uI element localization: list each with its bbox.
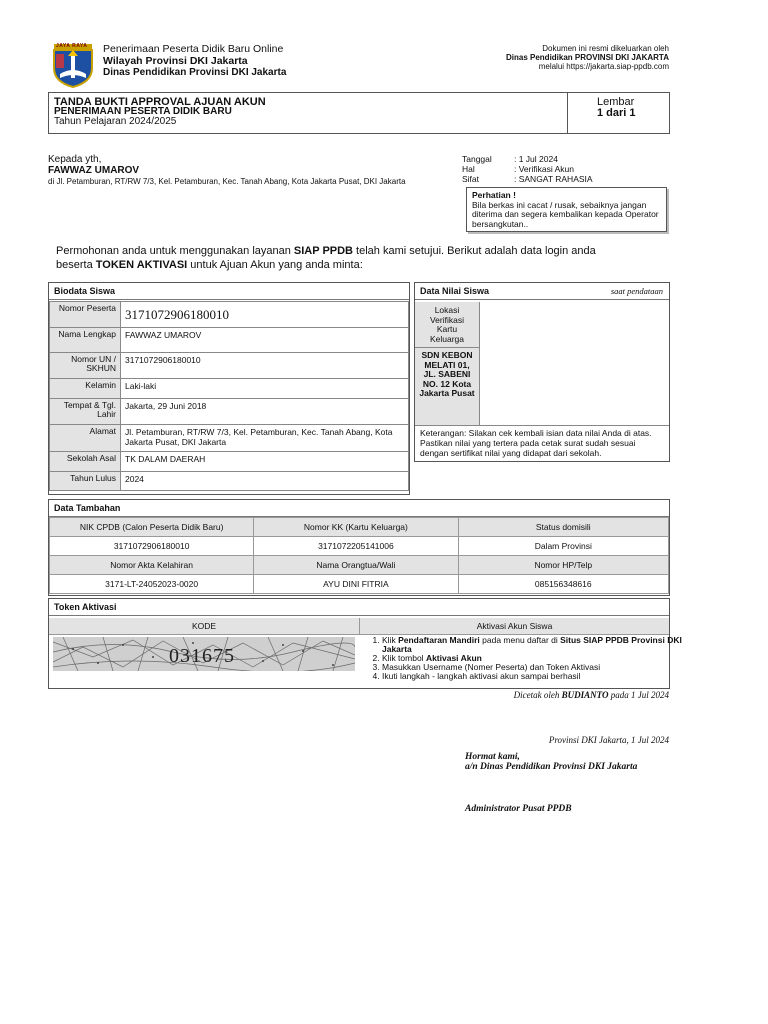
intro-p4: untuk Ajuan Akun yang anda minta: bbox=[187, 259, 363, 271]
col-header: Status domisili bbox=[458, 518, 668, 537]
nilai-cell-sekolah: SDN KEBON MELATI 01, JL. SABENI NO. 12 Kota Jakarta Pusat bbox=[419, 350, 475, 398]
sifat-value: : SANGAT RAHASIA bbox=[514, 174, 593, 184]
bio-label: Nomor Peserta bbox=[50, 302, 121, 328]
nilai-section bbox=[414, 282, 670, 462]
hal-label: Hal bbox=[462, 164, 475, 174]
table-row bbox=[50, 452, 409, 472]
header-line1: Penerimaan Peserta Didik Baru Online bbox=[103, 43, 284, 55]
doc-title: TANDA BUKTI APPROVAL AJUAN AKUN bbox=[54, 96, 266, 108]
recipient-name: FAWWAZ UMAROV bbox=[48, 165, 140, 176]
recipient-address: di Jl. Petamburan, RT/RW 7/3, Kel. Petamburan, Kec. Tanah Abang, Kota Jakarta Pusat, DKI Jakarta bbox=[48, 177, 406, 186]
table-row bbox=[50, 425, 409, 452]
aktivasi-steps bbox=[360, 636, 682, 681]
captcha-code-image bbox=[53, 637, 355, 671]
notice-box bbox=[466, 187, 667, 232]
table-row bbox=[50, 328, 409, 353]
table-cell: 085156348616 bbox=[458, 575, 668, 594]
bio-value: Jl. Petamburan, RT/RW 7/3, Kel. Petamburan, Kec. Tanah Abang, Kota Jakarta Pusat, DKI Jakarta bbox=[121, 425, 409, 452]
bio-label: Sekolah Asal bbox=[50, 452, 121, 472]
logo-text: JAYA RAYA bbox=[56, 43, 88, 49]
col-header: Nomor Akta Kelahiran bbox=[50, 556, 254, 575]
nilai-keterangan: Keterangan: Silakan cek kembali isian data nilai Anda di atas. Pastikan nilai yang tertera pada cetak surat sudah sesuai dengan sertifikat nilai yang didapat dari sekolah. bbox=[420, 428, 652, 458]
col-header: Nama Orangtua/Wali bbox=[254, 556, 458, 575]
table-row bbox=[50, 353, 409, 379]
bio-value: TK DALAM DAERAH bbox=[121, 452, 409, 472]
bio-label: Tahun Lulus bbox=[50, 472, 121, 491]
title-box bbox=[48, 92, 670, 134]
notice-text: Bila berkas ini cacat / rusak, sebaiknya jangan diterima dan segera kembalikan kepada Operator bersangkutan.. bbox=[472, 199, 659, 229]
nilai-note: saat pendataan bbox=[610, 286, 663, 296]
tambahan-title: Data Tambahan bbox=[49, 500, 669, 517]
list-item: 2. Klik tombol Aktivasi Akun bbox=[382, 654, 682, 663]
sheet-label: Lembar bbox=[597, 96, 635, 108]
sifat-label: Sifat bbox=[462, 174, 480, 184]
table-row bbox=[50, 537, 669, 556]
jakarta-logo bbox=[52, 42, 94, 88]
table-row bbox=[50, 379, 409, 399]
intro-p1-bold: SIAP PPDB bbox=[293, 245, 353, 257]
sheet-value: 1 dari 1 bbox=[597, 107, 636, 119]
bio-value: Laki-laki bbox=[121, 379, 409, 399]
bio-label: Nama Lengkap bbox=[50, 328, 121, 353]
tambahan-section bbox=[48, 499, 670, 596]
bio-label: Nomor UN / SKHUN bbox=[50, 353, 121, 379]
bio-label: Tempat & Tgl. Lahir bbox=[50, 399, 121, 425]
table-cell: AYU DINI FITRIA bbox=[254, 575, 458, 594]
place-date: Provinsi DKI Jakarta, 1 Jul 2024 bbox=[548, 735, 669, 745]
signer: Administrator Pusat PPDB bbox=[465, 804, 572, 814]
intro-p2: telah kami setujui. Berikut adalah data login anda bbox=[353, 245, 596, 257]
intro-paragraph bbox=[56, 244, 656, 272]
aktivasi-header: Aktivasi Akun Siswa bbox=[476, 621, 553, 631]
table-cell: 3171072205141006 bbox=[254, 537, 458, 556]
header-line3: Dinas Pendidikan Provinsi DKI Jakarta bbox=[103, 67, 287, 78]
notice-title: Perhatian ! bbox=[472, 190, 516, 200]
hal-value: : Verifikasi Akun bbox=[514, 164, 575, 174]
signing-org: a/n Dinas Pendidikan Provinsi DKI Jakarta bbox=[465, 762, 638, 772]
table-cell: 3171-LT-24052023-0020 bbox=[50, 575, 254, 594]
doc-subtitle: PENERIMAAN PESERTA DIDIK BARU bbox=[54, 106, 232, 117]
captcha-code: 031675 bbox=[169, 645, 235, 667]
table-row bbox=[50, 302, 409, 328]
tanggal-value: : 1 Jul 2024 bbox=[514, 154, 558, 164]
doc-year: Tahun Pelajaran 2024/2025 bbox=[54, 116, 177, 127]
header-right3: melalui https://jakarta.siap-ppdb.com bbox=[538, 62, 669, 71]
token-section bbox=[48, 598, 682, 689]
col-header: NIK CPDB (Calon Peserta Didik Baru) bbox=[50, 518, 254, 537]
table-cell: 3171072906180010 bbox=[50, 537, 254, 556]
col-header: Nomor HP/Telp bbox=[458, 556, 668, 575]
intro-p1: Permohonan anda untuk menggunakan layanan bbox=[56, 245, 294, 257]
salutation: Kepada yth, bbox=[48, 154, 102, 165]
nilai-cell-lokasi: Lokasi Verifikasi Kartu Keluarga bbox=[429, 305, 465, 344]
table-row bbox=[50, 399, 409, 425]
nilai-title: Data Nilai Siswa bbox=[420, 286, 490, 296]
bio-value: FAWWAZ UMAROV bbox=[121, 328, 409, 353]
table-cell: Dalam Provinsi bbox=[458, 537, 668, 556]
intro-p3-bold: TOKEN AKTIVASI bbox=[95, 259, 188, 271]
header-right1: Dokumen ini resmi dikeluarkan oleh bbox=[542, 44, 669, 53]
bio-label: Kelamin bbox=[50, 379, 121, 399]
bio-value: 3171072906180010 bbox=[121, 302, 409, 328]
intro-p3: beserta bbox=[56, 259, 96, 271]
table-row bbox=[50, 472, 409, 491]
header-line2: Wilayah Provinsi DKI Jakarta bbox=[103, 55, 248, 67]
table-header-row bbox=[50, 556, 669, 575]
bio-value: 3171072906180010 bbox=[121, 353, 409, 379]
list-item: 4. Ikuti langkah - langkah aktivasi akun sampai berhasil bbox=[382, 672, 682, 681]
table-header-row bbox=[50, 518, 669, 537]
regards: Hormat kami, bbox=[465, 752, 520, 762]
list-item: 3. Masukkan Username (Nomer Peserta) dan Token Aktivasi bbox=[382, 663, 682, 672]
list-item: 1. Klik Pendaftaran Mandiri pada menu daftar di Situs SIAP PPDB Provinsi DKI Jakarta bbox=[382, 636, 682, 654]
bio-value: 2024 bbox=[121, 472, 409, 491]
table-row bbox=[50, 575, 669, 594]
biodata-title: Biodata Siswa bbox=[49, 283, 409, 300]
col-header: Nomor KK (Kartu Keluarga) bbox=[254, 518, 458, 537]
printed-by: Dicetak oleh BUDIANTO pada 1 Jul 2024 bbox=[513, 690, 669, 700]
header-right2: Dinas Pendidikan PROVINSI DKI JAKARTA bbox=[506, 53, 669, 62]
token-title: Token Aktivasi bbox=[49, 599, 669, 616]
bio-value: Jakarta, 29 Juni 2018 bbox=[121, 399, 409, 425]
tanggal-label: Tanggal bbox=[462, 154, 492, 164]
bio-label: Alamat bbox=[50, 425, 121, 452]
biodata-section bbox=[48, 282, 410, 495]
kode-header: KODE bbox=[191, 621, 217, 631]
